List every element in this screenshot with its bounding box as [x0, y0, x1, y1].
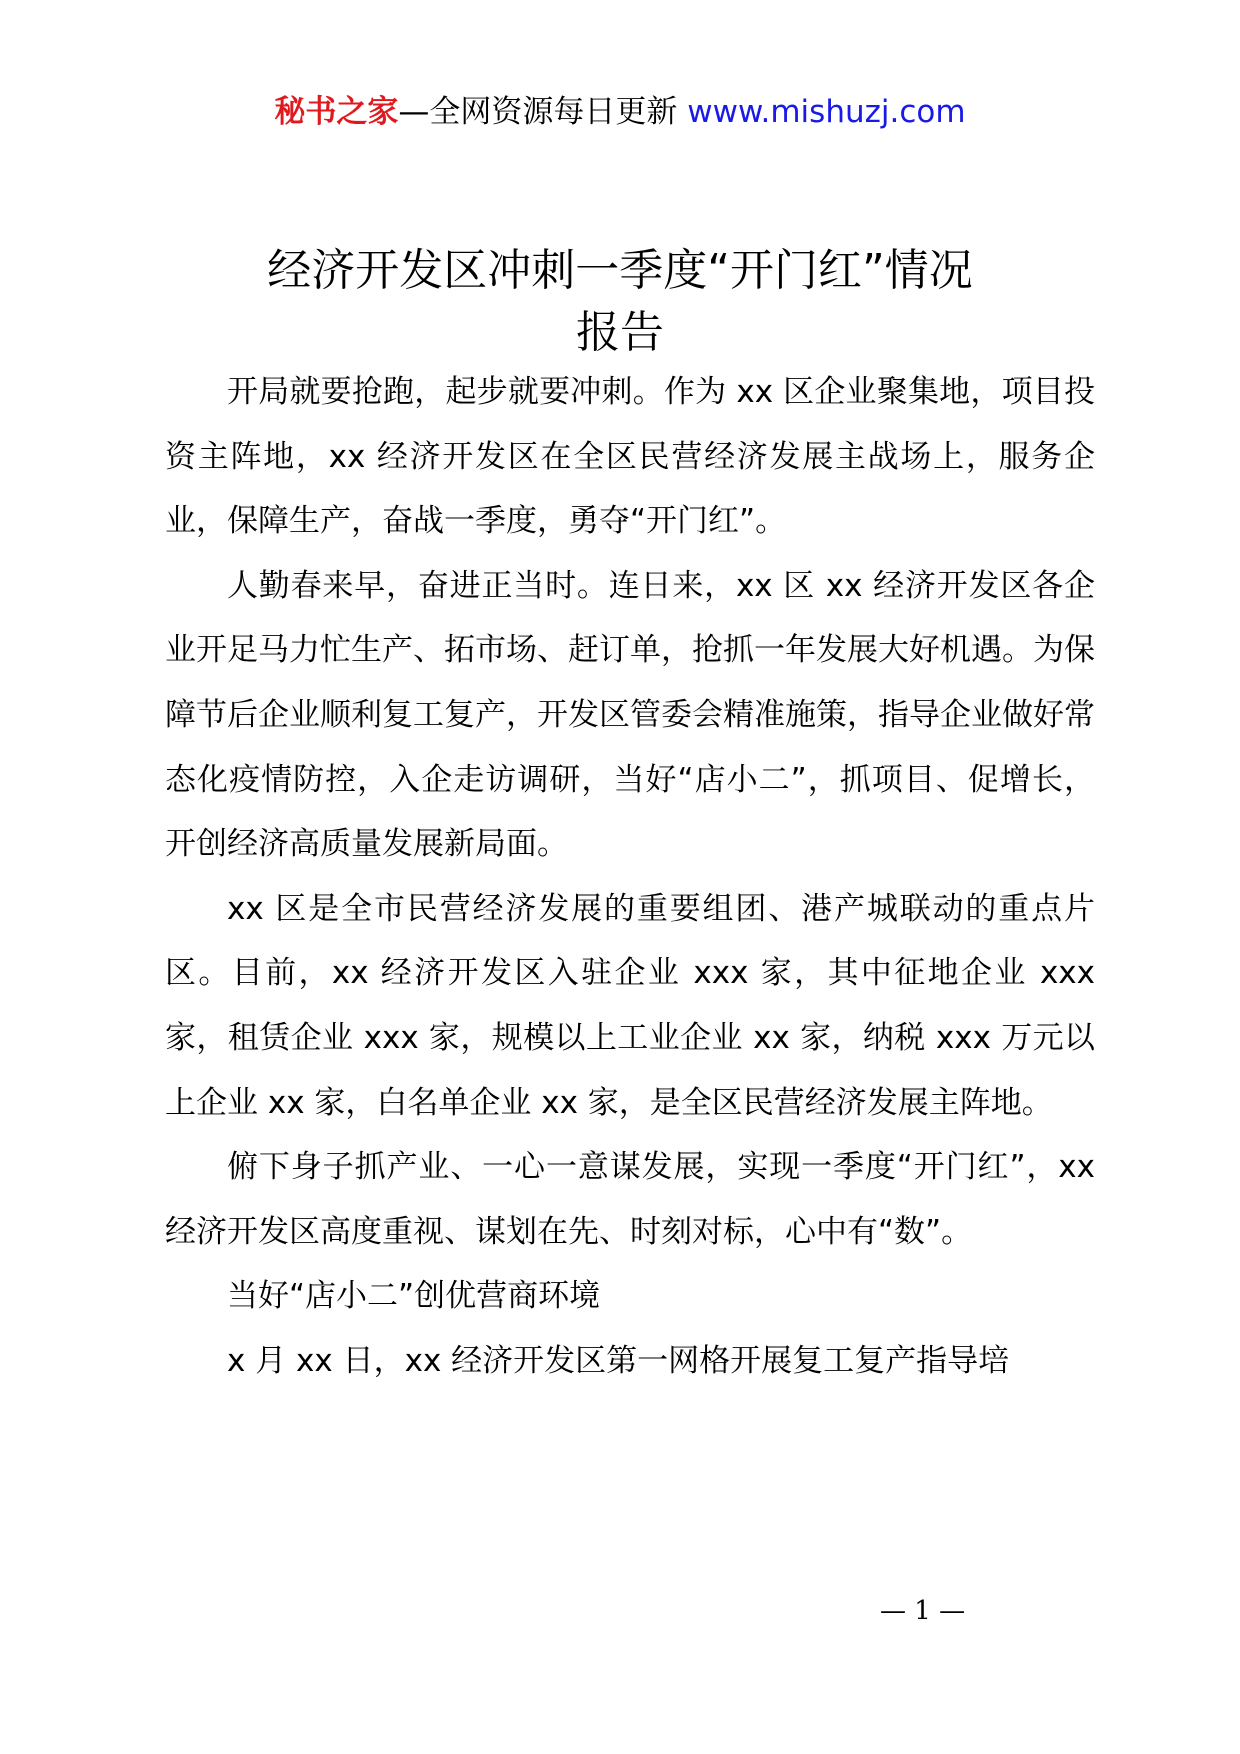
paragraph: 开局就要抢跑，起步就要冲刺。作为 xx 区企业聚集地，项目投资主阵地，xx 经济开发区在全区民营经济发展主战场上，服务企业，保障生产，奋战一季度，勇夺“开门红”。	[165, 374, 1095, 540]
site-brand: 秘书之家	[274, 94, 399, 130]
site-header	[0, 92, 1240, 132]
paragraph: xx 区是全市民营经济发展的重要组团、港产城联动的重点片区。目前，xx 经济开发区入驻企业 xxx 家，其中征地企业 xxx 家，租赁企业 xxx 家，规模以上工业企业 xx 家，纳税 xxx 万元以上企业 xx 家，白名单企业 xx 家，是全区民营经济发展主阵地。	[165, 890, 1095, 1121]
page-number: — 1 —	[880, 1596, 966, 1626]
site-tagline: —全网资源每日更新	[398, 94, 678, 130]
document-title	[150, 240, 1090, 364]
document-title-line-1: 经济开发区冲刺一季度“开门红”情况	[267, 245, 973, 296]
site-url-link[interactable]: www.mishuzj.com	[687, 94, 966, 130]
paragraph: x 月 xx 日，xx 经济开发区第一网格开展复工复产指导培	[227, 1342, 1010, 1379]
paragraph: 人勤春来早，奋进正当时。连日来，xx 区 xx 经济开发区各企业开足马力忙生产、拓市场、赶订单，抢抓一年发展大好机遇。为保障节后企业顺利复工复产，开发区管委会精准施策，指导企业做好常态化疫情防控，入企走访调研，当好“店小二”，抓项目、促增长，开创经济高质量发展新局面。	[165, 567, 1095, 863]
section-heading: 当好“店小二”创优营商环境	[227, 1278, 601, 1315]
document-body	[165, 360, 1095, 1394]
paragraph: 俯下身子抓产业、一心一意谋发展，实现一季度“开门红”，xx 经济开发区高度重视、谋划在先、时刻对标，心中有“数”。	[165, 1149, 1095, 1250]
document-title-line-2: 报告	[576, 307, 664, 358]
